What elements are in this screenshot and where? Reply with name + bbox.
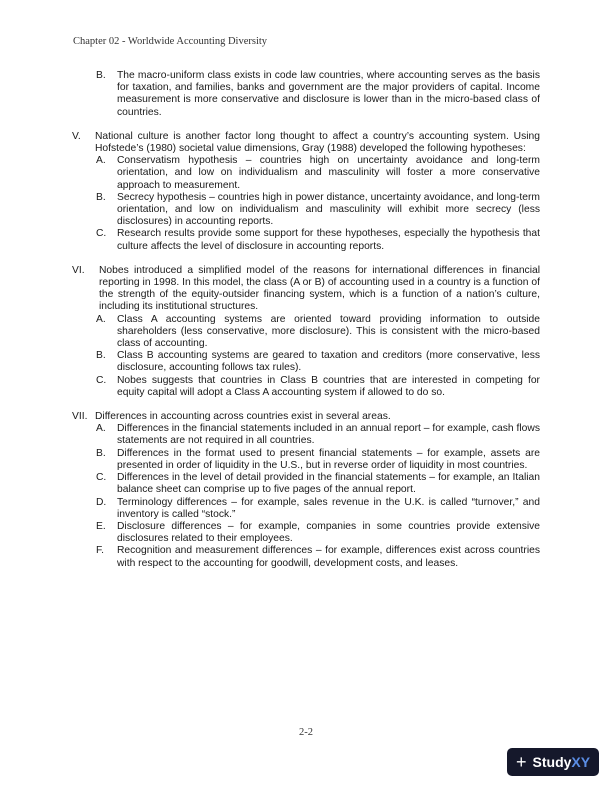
list-item bbox=[72, 155, 540, 192]
list-item bbox=[72, 350, 540, 374]
list-item bbox=[72, 521, 540, 545]
item-text: Differences in the financial statements included in an annual report – for example, cash flows statements are not required in all countries. bbox=[117, 423, 540, 447]
item-text: Differences in the level of detail provided in the financial statements – for example, an Italian balance sheet can comprise up to five pages of the annual report. bbox=[117, 472, 540, 496]
item-marker: B. bbox=[96, 447, 106, 459]
item-marker: A. bbox=[96, 313, 106, 325]
list-item bbox=[72, 448, 540, 472]
brand-accent: XY bbox=[571, 754, 591, 770]
item-text: Nobes suggests that countries in Class B countries that are interested in competing for equity capital will adopt a Class A accounting system if allowed to do so. bbox=[117, 374, 540, 398]
section-vii bbox=[72, 411, 540, 423]
brand-main: Study bbox=[532, 754, 572, 770]
item-marker: C. bbox=[96, 374, 107, 386]
item-text: Disclosure differences – for example, companies in some countries provide extensive disclosures related to their employees. bbox=[117, 520, 540, 545]
section-marker: VI. bbox=[72, 264, 85, 276]
section-marker: VII. bbox=[72, 411, 88, 423]
list-item bbox=[72, 375, 540, 399]
section-text: Differences in accounting across countries exist in several areas. bbox=[95, 411, 391, 423]
item-marker: B. bbox=[96, 350, 106, 362]
item-text: Recognition and measurement differences – for example, differences exist across countries with respect to the accounting for goodwill, development costs, and leases. bbox=[117, 545, 540, 569]
list-item bbox=[72, 497, 540, 521]
chapter-header: Chapter 02 - Worldwide Accounting Diversity bbox=[73, 36, 268, 47]
item-text: Secrecy hypothesis – countries high in power distance, uncertainty avoidance, and long-term orientation, and low on individualism and masculinity will exhibit more secrecy (less disclosures) in accounting reports. bbox=[117, 191, 540, 228]
list-item bbox=[72, 314, 540, 351]
section-text: Nobes introduced a simplified model of the reasons for international differences in financial reporting in 1998. In this model, the class (A or B) of accounting used in a country is a function of the strength of the equity-outsider financing system, which is a function of a nation’s culture, including its institutional structures. bbox=[99, 264, 540, 313]
item-marker: E. bbox=[96, 520, 106, 532]
item-marker: D. bbox=[96, 496, 107, 508]
item-text: The macro-uniform class exists in code law countries, where accounting serves as the basis for taxation, and families, banks and government are the major providers of capital. Income measurement is more conservative and disclosure is lower than in the micro-based class of countries. bbox=[117, 70, 540, 118]
item-marker: C. bbox=[96, 228, 107, 240]
item-marker: A. bbox=[96, 423, 106, 435]
item-text: Conservatism hypothesis – countries high on uncertainty avoidance and long-term orientation, and low on individualism and masculinity will foster a more conservative approach to measurement. bbox=[117, 155, 540, 191]
list-item bbox=[72, 228, 540, 252]
section-v bbox=[72, 131, 540, 155]
item-marker: F. bbox=[96, 545, 105, 557]
list-item bbox=[72, 545, 540, 569]
studyxy-badge[interactable] bbox=[507, 748, 599, 776]
item-marker: B. bbox=[96, 70, 106, 81]
section-vi bbox=[72, 265, 540, 314]
item-text: Differences in the format used to present financial statements – for example, assets are presented in order of liquidity in the U.S., but in reverse order of liquidity in most countries. bbox=[117, 447, 540, 471]
list-item bbox=[72, 423, 540, 447]
list-item bbox=[72, 192, 540, 229]
item-marker: B. bbox=[96, 191, 106, 203]
item-marker: C. bbox=[96, 472, 107, 484]
item-text: Class B accounting systems are geared to taxation and creditors (more conservative, less disclosure, accounting follows tax rules). bbox=[117, 350, 540, 374]
item-text: Class A accounting systems are oriented toward providing information to outside shareholders (less conservative, more disclosure). This is consistent with the micro-based class of accounting. bbox=[117, 313, 540, 350]
outline-body bbox=[72, 70, 540, 570]
list-item bbox=[72, 472, 540, 496]
item-marker: A. bbox=[96, 155, 106, 167]
plus-icon: + bbox=[516, 752, 527, 772]
section-marker: V. bbox=[72, 130, 81, 142]
page-number: 2-2 bbox=[299, 727, 313, 738]
item-text: Terminology differences – for example, sales revenue in the U.K. is called “turnover,” and inventory is called “stock.” bbox=[117, 496, 540, 520]
section-text: National culture is another factor long thought to affect a country’s accounting system. Using Hofstede’s (1980) societal value dimensions, Gray (1988) developed the following hypotheses: bbox=[95, 130, 540, 155]
item-text: Research results provide some support for these hypotheses, especially the hypothesis that culture affects the level of disclosure in accounting reports. bbox=[117, 228, 540, 252]
continuation-item bbox=[72, 70, 540, 119]
